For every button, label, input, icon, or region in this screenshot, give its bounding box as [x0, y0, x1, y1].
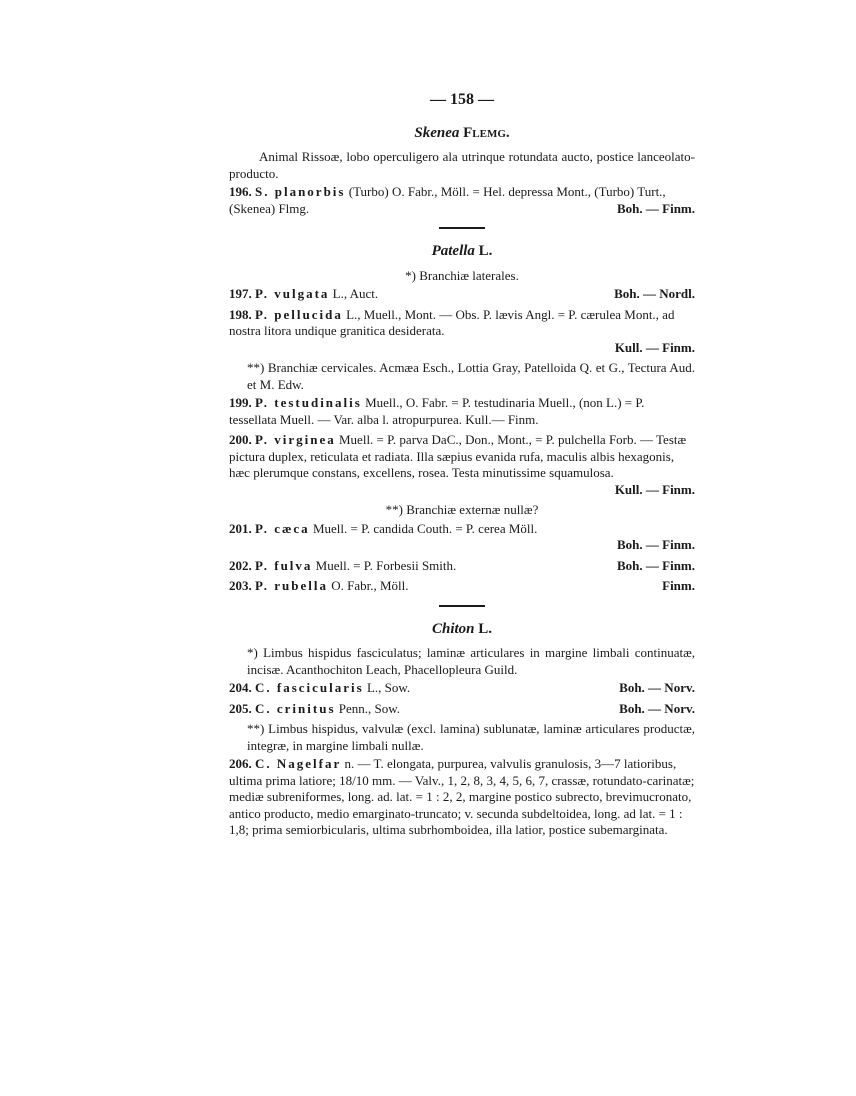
species-entry-198 [229, 307, 695, 357]
locality: Boh. — Norv. [619, 680, 695, 695]
locality: Boh. — Nordl. [614, 286, 695, 301]
species-name: C. fascicularis [255, 680, 364, 695]
entry-number: 198. [229, 306, 252, 322]
synonymy: Muell., O. Fabr. = P. testudinaria Muell., (non L.) = P. tessellata Muell. — Var. alba l. atropurpurea. Kull.— Finm. [229, 395, 645, 427]
subgroup-heading: **) Branchiæ externæ nullæ? [385, 502, 539, 517]
genus-description: Animal Rissoæ, lobo operculigero ala utrinque rotundata aucto, postice lanceolato-producto. [229, 149, 695, 181]
divider [439, 227, 485, 229]
species-entry-204 [229, 680, 695, 697]
species-entry-196 [229, 184, 695, 217]
species-entry-206 [229, 756, 695, 839]
synonymy: L., Sow. [366, 680, 411, 695]
entry-number: 206. [229, 756, 252, 771]
species-name: P. virginea [255, 432, 336, 447]
species-name: P. cæca [255, 520, 310, 536]
entry-number: 202. [229, 557, 252, 573]
species-name: P. pellucida [255, 306, 343, 322]
entry-number: 204. [229, 680, 252, 695]
species-name: P. rubella [255, 578, 328, 593]
synonymy: L., Auct. [332, 286, 379, 301]
species-name: P. fulva [255, 557, 313, 573]
locality: Finm. [662, 578, 695, 593]
species-entry-203 [229, 578, 695, 595]
locality: Boh. — Finm. [616, 200, 695, 216]
species-entry-202 [229, 558, 695, 575]
synonymy: O. Fabr., Möll. [331, 578, 409, 593]
subgroup-heading: *) Branchiæ laterales. [405, 267, 519, 283]
entry-number: 203. [229, 578, 252, 593]
species-name: P. vulgata [255, 286, 330, 301]
entry-number: 205. [229, 700, 252, 716]
locality: Kull. — Finm. [614, 339, 695, 355]
locality: Boh. — Norv. [619, 700, 695, 716]
species-name: C. crinitus [255, 700, 336, 716]
entry-number: 200. [229, 432, 252, 447]
synonymy: Muell. = P. candida Couth. = P. cerea Möll. [312, 520, 538, 536]
genus-author: L. [478, 243, 493, 259]
locality: Boh. — Finm. [616, 537, 695, 552]
species-name: P. testudinalis [255, 395, 362, 410]
species-entry-205 [229, 701, 695, 718]
entry-number: 201. [229, 520, 252, 536]
genus-name: Patella [431, 243, 475, 259]
genus-author: L. [478, 620, 493, 637]
species-description: n. — T. elongata, purpurea, valvulis granulosis, 3—7 latioribus, ultima prima latiore; 18/10 mm. — Valv., 1, 2, 8, 3, 4, 5, 6, 7, crassæ, rotundato-carinatæ; mediæ subreniformes, long. ad. lat. = 1 : 2, 2, margine postico subrecto, brevimucronato, antico producto, medio emarginato-truncato; v. secunda subdeltoidea, long. ad lat. = 1 : 1,8; prima semiorbicularis, ultima subrhomboidea, illa latior, postice subemarginata. [229, 756, 695, 837]
subgroup-heading: **) Limbus hispidus, valvulæ (excl. lamina) sublunatæ, laminæ articulares productæ, integræ, in margine limbali nullæ. [247, 721, 695, 753]
section-title-chiton [229, 621, 695, 638]
species-name: S. planorbis [255, 184, 346, 199]
section-title-skenea [229, 125, 695, 142]
synonymy: Muell. = P. parva DaC., Don., Mont., = P. pulchella Forb. — Testæ pictura duplex, reticulata et radiata. Illa sæpius evanida rufa, maculis albis hexagonis, hæc plerumque constans, excellens, rosea. Testa minutissime squamulosa. [229, 432, 687, 480]
page [229, 92, 695, 843]
genus-name: Chiton [431, 620, 475, 637]
species-entry-200 [229, 432, 695, 498]
subgroup-heading: *) Limbus hispidus fasciculatus; laminæ articulares in margine limbali continuatæ, incisæ. Acanthochiton Leach, Phacellopleura Guild. [247, 645, 695, 677]
genus-author: Flemg. [463, 124, 510, 141]
synonymy: Muell. = P. Forbesii Smith. [315, 557, 457, 573]
locality: Boh. — Finm. [616, 557, 695, 573]
subgroup-heading: **) Branchiæ cervicales. Acmæa Esch., Lottia Gray, Patelloida Q. et G., Tectura Aud. et M. Edw. [247, 360, 695, 392]
entry-number: 199. [229, 395, 252, 410]
entry-number: 196. [229, 184, 252, 199]
genus-name: Skenea [414, 124, 460, 141]
species-entry-197 [229, 286, 695, 303]
synonymy: L., Muell., Mont. — Obs. P. lævis Angl. = P. cærulea Mont., ad nostra litora undique granitica desiderata. [229, 306, 675, 338]
locality: Kull. — Finm. [614, 481, 695, 497]
divider [439, 605, 485, 607]
species-name: C. Nagelfar [255, 756, 342, 771]
synonymy: Penn., Sow. [338, 700, 401, 716]
species-entry-201 [229, 521, 695, 554]
page-number: — 158 — [430, 91, 494, 108]
species-entry-199 [229, 395, 695, 428]
section-title-patella [229, 243, 695, 260]
entry-number: 197. [229, 286, 252, 301]
synonymy: (Turbo) O. Fabr., Möll. = Hel. depressa Mont., (Turbo) Turt., (Skenea) Flmg. [229, 184, 666, 216]
